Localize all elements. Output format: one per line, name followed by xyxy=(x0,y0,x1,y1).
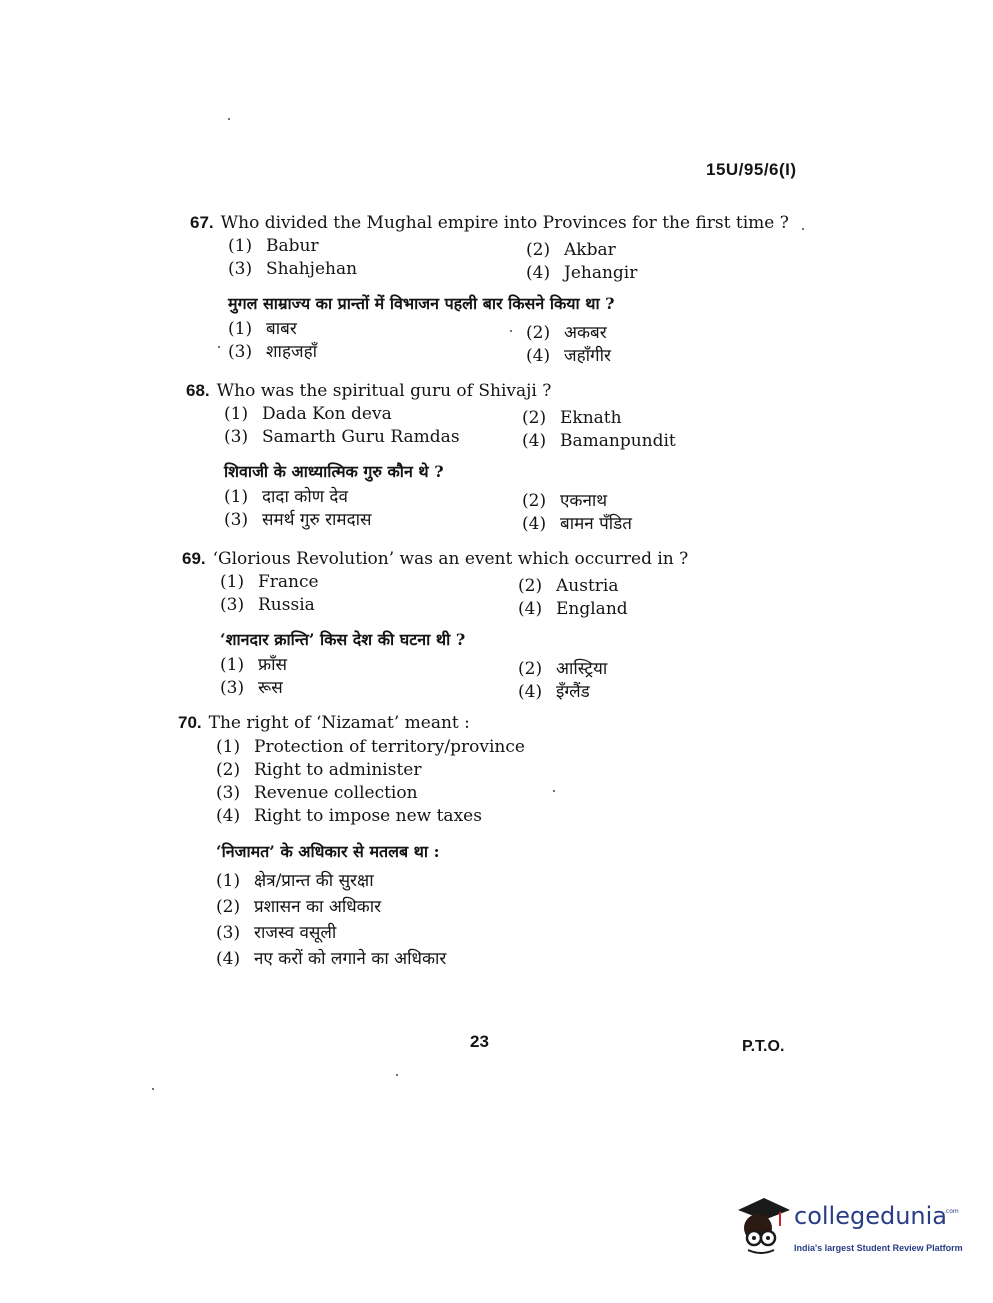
mascot-icon xyxy=(734,1196,792,1256)
options-hi xyxy=(216,868,525,972)
option-3-hi: (3) रूस xyxy=(220,678,283,698)
option-3-hi: (3) राजस्व वसूली xyxy=(216,923,337,943)
option-1-hi: (1) दादा कोण देव xyxy=(224,487,348,507)
option-4: (4) Jehangir xyxy=(526,263,638,283)
question-text-hi: ‘निजामत’ के अधिकार से मतलब था : xyxy=(216,842,440,861)
question-number: 69. xyxy=(182,549,206,568)
option-3-hi: (3) समर्थ गुरु रामदास xyxy=(224,510,372,530)
option-2-hi: (2) आस्ट्रिया xyxy=(518,659,608,679)
option-2: (2) Right to administer xyxy=(216,760,422,780)
option-4-hi: (4) नए करों को लगाने का अधिकार xyxy=(216,949,447,969)
question-number: 68. xyxy=(186,381,210,400)
question-number: 67. xyxy=(190,213,214,232)
question-text-hi: शिवाजी के आध्यात्मिक गुरु कौन थे ? xyxy=(224,462,444,481)
option-2: (2) Austria xyxy=(518,576,619,596)
option-1: (1) Dada Kon deva xyxy=(224,404,392,424)
page-number: 23 xyxy=(470,1032,489,1051)
options-en xyxy=(224,404,676,452)
option-2-hi: (2) एकनाथ xyxy=(522,491,608,511)
scan-speck xyxy=(152,1088,154,1090)
question-text-en: Who was the spiritual guru of Shivaji ? xyxy=(216,381,552,401)
option-2: (2) Eknath xyxy=(522,408,622,428)
brand-tagline: India's largest Student Review Platform xyxy=(794,1243,963,1253)
question-69 xyxy=(182,548,688,700)
question-number: 70. xyxy=(178,713,202,732)
options-en xyxy=(216,736,525,828)
option-4: (4) Bamanpundit xyxy=(522,431,676,451)
question-67 xyxy=(190,212,789,364)
brand-dotcom: .com xyxy=(944,1208,959,1215)
options-en xyxy=(228,236,789,284)
option-2-hi: (2) अकबर xyxy=(526,323,607,343)
option-2-hi: (2) प्रशासन का अधिकार xyxy=(216,897,382,917)
question-70 xyxy=(178,712,525,972)
option-4-hi: (4) इँग्लैंड xyxy=(518,682,590,702)
options-hi xyxy=(220,652,688,700)
scan-speck xyxy=(553,790,555,792)
option-1-hi: (1) बाबर xyxy=(228,319,297,339)
option-1-hi: (1) क्षेत्र/प्रान्त की सुरक्षा xyxy=(216,871,374,891)
options-hi xyxy=(224,484,632,534)
option-4: (4) Right to impose new taxes xyxy=(216,806,482,826)
collegedunia-logo xyxy=(734,1196,964,1260)
scan-speck xyxy=(510,330,512,332)
option-2: (2) Akbar xyxy=(526,240,616,260)
pto-label: P.T.O. xyxy=(742,1038,785,1055)
option-3-hi: (3) शाहजहाँ xyxy=(228,342,318,362)
brand-name: collegedunia xyxy=(794,1202,948,1230)
scan-speck xyxy=(218,346,220,348)
options-en xyxy=(220,572,688,620)
question-text-hi: मुगल साम्राज्य का प्रान्तों में विभाजन पहली बार किसने किया था ? xyxy=(228,294,615,313)
option-1: (1) Babur xyxy=(228,236,319,256)
scan-speck xyxy=(802,228,804,230)
options-hi xyxy=(228,316,789,364)
question-68 xyxy=(186,380,676,534)
option-3: (3) Russia xyxy=(220,595,315,615)
option-4-hi: (4) बामन पँडित xyxy=(522,514,632,534)
option-4: (4) England xyxy=(518,599,628,619)
option-1-hi: (1) फ्राँस xyxy=(220,655,288,675)
question-text-en: ‘Glorious Revolution’ was an event which occurred in ? xyxy=(212,549,689,569)
paper-code: 15U/95/6(I) xyxy=(706,160,797,179)
scan-speck xyxy=(396,1074,398,1076)
question-text-en: The right of ‘Nizamat’ meant : xyxy=(208,713,470,733)
option-3: (3) Shahjehan xyxy=(228,259,358,279)
option-3: (3) Revenue collection xyxy=(216,783,418,803)
option-3: (3) Samarth Guru Ramdas xyxy=(224,427,460,447)
option-1: (1) Protection of territory/province xyxy=(216,737,525,757)
option-4-hi: (4) जहाँगीर xyxy=(526,346,611,366)
scan-speck xyxy=(228,118,230,120)
question-text-hi: ‘शानदार क्रान्ति’ किस देश की घटना थी ? xyxy=(220,630,466,649)
question-text-en: Who divided the Mughal empire into Provinces for the first time ? xyxy=(220,213,789,233)
option-1: (1) France xyxy=(220,572,319,592)
